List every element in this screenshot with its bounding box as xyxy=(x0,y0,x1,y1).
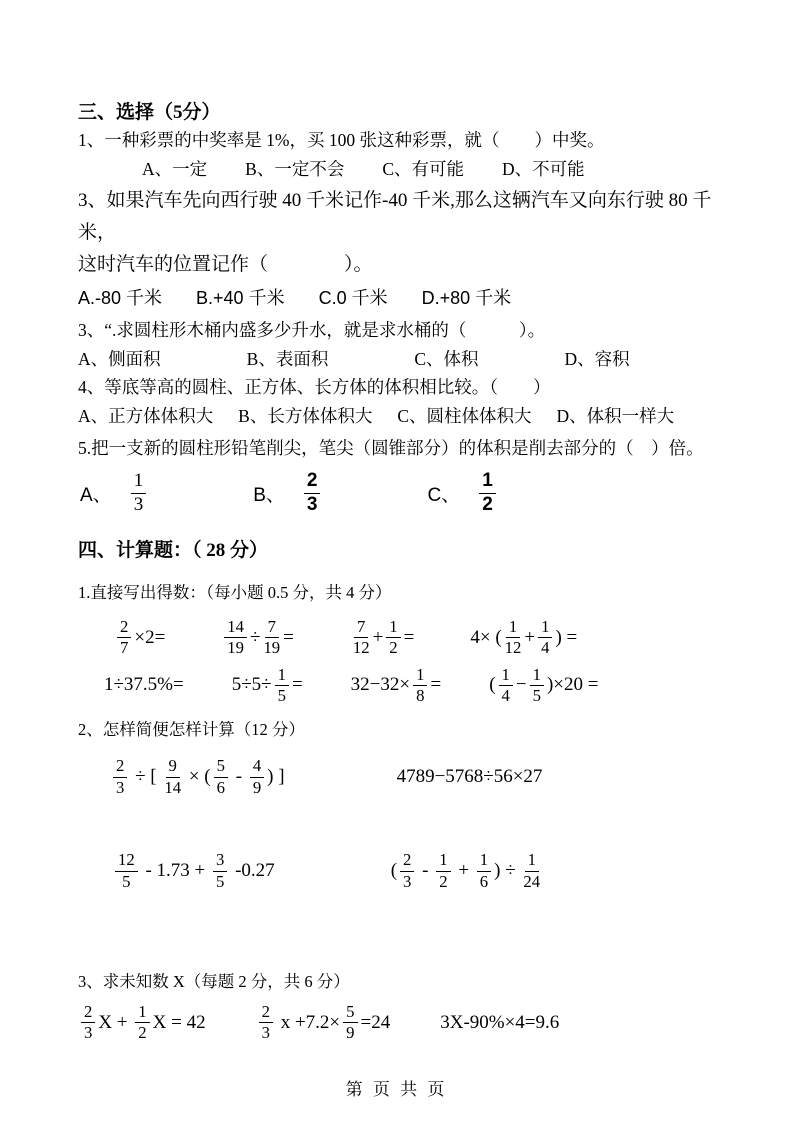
option-label: D.+80 千米 xyxy=(421,288,512,308)
calc-subsection-title: 3、求未知数 X（每题 2 分，共 6 分） xyxy=(78,971,350,991)
question xyxy=(78,434,723,516)
option-label: C、圆柱体体积大 xyxy=(397,406,532,426)
fraction-numerator: 1 xyxy=(436,851,450,871)
fraction-numerator: 14 xyxy=(224,618,247,638)
fraction-numerator: 1 xyxy=(538,618,552,638)
math-text: − xyxy=(515,674,527,696)
math-expression xyxy=(112,851,275,891)
math-text: - 1.73 + xyxy=(140,860,210,882)
fraction-denominator: 14 xyxy=(164,777,182,797)
fraction xyxy=(505,618,522,658)
fraction xyxy=(224,618,247,658)
fraction-denominator: 19 xyxy=(263,638,281,658)
fraction-denominator: 5 xyxy=(122,871,131,891)
fraction-denominator: 7 xyxy=(120,638,129,658)
fraction xyxy=(263,618,280,658)
option-label: D、不可能 xyxy=(502,159,585,179)
option-letter: A、 xyxy=(80,484,112,506)
fraction-denominator: 6 xyxy=(479,871,489,891)
option-label: D、体积一样大 xyxy=(556,406,675,426)
fraction xyxy=(400,851,414,891)
option-label: B、一定不会 xyxy=(245,159,345,179)
fraction-numerator: 5 xyxy=(214,757,228,777)
options-row xyxy=(78,284,723,312)
math-text: = xyxy=(403,626,415,648)
options-row xyxy=(78,155,723,183)
option-label xyxy=(80,471,149,516)
math-text: 4789−5768÷56×27 xyxy=(396,766,543,788)
fraction-numerator: 1 xyxy=(413,666,427,686)
fraction-numerator: 2 xyxy=(304,471,321,494)
math-text: 5÷5÷ xyxy=(231,674,272,696)
question-text: 4、等底等高的圆柱、正方体、长方体的体积相比较。（ ） xyxy=(78,377,551,397)
fraction-denominator: 12 xyxy=(504,638,522,658)
calc-subsection xyxy=(78,717,723,891)
fraction xyxy=(413,666,427,706)
math-expression xyxy=(440,1012,559,1034)
fraction xyxy=(353,618,370,658)
option-label: A、侧面积 xyxy=(78,349,161,369)
math-text: ) = xyxy=(555,626,578,648)
math-text: - xyxy=(417,860,434,882)
math-text: + xyxy=(372,626,384,648)
math-text: ( xyxy=(489,674,496,696)
fraction xyxy=(81,1003,95,1043)
question-text: 5.把一支新的圆柱形铅笔削尖，笔尖（圆锥部分）的体积是削去部分的（ ）倍。 xyxy=(78,438,704,458)
fraction-numerator: 2 xyxy=(117,618,131,638)
expression-row xyxy=(78,618,723,658)
fraction-numerator: 2 xyxy=(113,757,127,777)
question-text: 3、“.求圆柱形木桶内盛多少升水，就是求水桶的（ ）。 xyxy=(78,320,546,340)
fraction-denominator: 19 xyxy=(227,638,244,658)
fraction xyxy=(275,666,289,706)
options-row xyxy=(78,471,723,516)
fraction-numerator: 7 xyxy=(265,618,279,638)
math-expression xyxy=(351,666,442,706)
math-text: ÷ [ xyxy=(130,766,162,788)
math-expression xyxy=(78,1003,206,1043)
fraction-denominator: 4 xyxy=(501,685,510,705)
math-text: )×20 = xyxy=(546,674,599,696)
choice-section-heading: 三、选择（5分） xyxy=(78,102,221,123)
option-label xyxy=(427,471,498,516)
fraction-denominator: 3 xyxy=(306,493,318,515)
fraction xyxy=(259,1003,273,1043)
options-row xyxy=(78,345,723,373)
math-text: 32−32× xyxy=(350,674,411,696)
math-text: = xyxy=(291,674,303,696)
expression-row xyxy=(78,851,723,891)
math-text: ) ] xyxy=(267,766,285,788)
question-text: 这时汽车的位置记作（ ）。 xyxy=(78,254,373,275)
fraction-denominator: 9 xyxy=(252,777,262,797)
math-text: 3X-90%×4=9.6 xyxy=(440,1011,560,1033)
fraction-denominator: 3 xyxy=(84,1023,93,1043)
fraction-denominator: 9 xyxy=(346,1023,355,1043)
math-text: + xyxy=(453,860,474,882)
option-label: B、长方体体积大 xyxy=(238,406,373,426)
math-text: =24 xyxy=(360,1011,391,1033)
math-expression xyxy=(256,1003,391,1043)
fraction-numerator: 1 xyxy=(499,666,513,686)
fraction-numerator: 12 xyxy=(115,851,138,871)
fraction-numerator: 2 xyxy=(400,851,414,871)
question xyxy=(78,373,723,430)
fraction xyxy=(131,471,147,516)
fraction xyxy=(113,757,127,797)
fraction-numerator: 9 xyxy=(166,757,180,777)
fraction-numerator: 3 xyxy=(213,851,227,871)
math-text: 4× ( xyxy=(470,626,502,648)
fraction-denominator: 2 xyxy=(439,871,448,891)
fraction xyxy=(213,851,227,891)
question xyxy=(78,126,723,183)
choice-section xyxy=(78,100,723,516)
fraction-denominator: 24 xyxy=(523,871,541,891)
fraction-denominator: 12 xyxy=(352,638,370,658)
fraction-denominator: 3 xyxy=(403,871,412,891)
math-text: X = 42 xyxy=(152,1011,206,1033)
fraction-denominator: 2 xyxy=(389,638,398,658)
option-label: C.0 千米 xyxy=(318,288,388,308)
fraction-denominator: 5 xyxy=(532,685,541,705)
fraction-denominator: 8 xyxy=(416,685,425,705)
fraction xyxy=(477,851,491,891)
fraction xyxy=(115,851,138,891)
math-expression xyxy=(489,666,598,706)
option-letter: B、 xyxy=(253,484,285,506)
fraction-numerator: 1 xyxy=(275,666,289,686)
math-text: + xyxy=(524,626,536,648)
option-label: B、表面积 xyxy=(246,349,329,369)
math-text: x +7.2× xyxy=(275,1011,341,1033)
fraction-denominator: 4 xyxy=(541,638,550,658)
option-label: A、正方体体积大 xyxy=(78,406,214,426)
expression-row xyxy=(78,757,723,797)
option-label: A.-80 千米 xyxy=(78,288,163,308)
calc-subsection xyxy=(78,969,723,1043)
option-label: D、容积 xyxy=(564,349,630,369)
fraction-denominator: 3 xyxy=(116,777,125,797)
math-text: ×2= xyxy=(134,626,166,648)
calc-subsection-title: 2、怎样简便怎样计算（12 分） xyxy=(78,720,305,740)
question-text: 3、如果汽车先向西行驶 40 千米记作-40 千米,那么这辆汽车又向东行驶 80 千米， xyxy=(78,190,712,243)
fraction-numerator: 1 xyxy=(530,666,544,686)
fraction xyxy=(479,471,496,516)
math-text: = xyxy=(430,674,442,696)
math-expression xyxy=(397,766,543,788)
calc-section-heading: 四、计算题：（ 28 分） xyxy=(78,539,269,561)
fraction-numerator: 1 xyxy=(525,851,539,871)
fraction xyxy=(386,618,400,658)
option-label: C、有可能 xyxy=(382,159,465,179)
expression-row xyxy=(78,1003,723,1043)
fraction-numerator: 1 xyxy=(386,618,400,638)
fraction xyxy=(436,851,450,891)
options-row xyxy=(78,402,723,430)
math-text: ÷ xyxy=(250,626,261,648)
math-text: × ( xyxy=(184,766,211,788)
math-text: X + xyxy=(98,1011,133,1033)
fraction-numerator: 1 xyxy=(131,471,147,494)
fraction-numerator: 2 xyxy=(81,1003,95,1023)
option-letter: C、 xyxy=(427,484,461,506)
fraction-denominator: 5 xyxy=(277,685,286,705)
expression-row xyxy=(78,666,723,706)
fraction xyxy=(214,757,228,797)
math-expression xyxy=(110,757,285,797)
calc-section xyxy=(78,538,723,1043)
option-label: C、体积 xyxy=(414,349,479,369)
fraction-denominator: 3 xyxy=(261,1023,270,1043)
question xyxy=(78,185,723,312)
fraction-denominator: 3 xyxy=(133,493,144,515)
fraction xyxy=(523,851,540,891)
fraction xyxy=(343,1003,357,1043)
math-expression xyxy=(470,618,577,658)
math-text: -0.27 xyxy=(230,860,275,882)
fraction-numerator: 1 xyxy=(135,1003,149,1023)
math-text: 1÷37.5%= xyxy=(104,674,184,696)
fraction xyxy=(530,666,544,706)
fraction-denominator: 2 xyxy=(482,493,493,515)
math-expression xyxy=(104,674,184,696)
fraction-numerator: 1 xyxy=(506,618,520,638)
fraction-numerator: 7 xyxy=(354,618,368,638)
fraction xyxy=(135,1003,149,1043)
calc-subsections xyxy=(78,580,723,1043)
fraction xyxy=(499,666,513,706)
choice-questions xyxy=(78,126,723,516)
question xyxy=(78,316,723,373)
page-footer: 第 页 共 页 xyxy=(345,1080,448,1099)
calc-subsection-title: 1.直接写出得数：（每小题 0.5 分，共 4 分） xyxy=(78,582,392,602)
math-expression xyxy=(232,666,303,706)
math-text: = xyxy=(283,626,294,648)
math-expression xyxy=(391,851,543,891)
math-expression xyxy=(221,618,294,658)
fraction xyxy=(117,618,131,658)
math-expression xyxy=(350,618,415,658)
option-label: B.+40 千米 xyxy=(196,288,285,308)
math-text: ( xyxy=(390,860,398,882)
fraction-denominator: 6 xyxy=(216,777,225,797)
fraction-numerator: 1 xyxy=(477,851,491,871)
fraction-numerator: 2 xyxy=(259,1003,273,1023)
option-label: A、一定 xyxy=(142,159,208,179)
fraction xyxy=(304,471,321,516)
fraction-denominator: 5 xyxy=(216,871,225,891)
option-label xyxy=(253,471,323,516)
math-expression xyxy=(114,618,165,658)
fraction xyxy=(250,757,264,797)
calc-subsection xyxy=(78,580,723,706)
fraction-numerator: 1 xyxy=(479,471,496,494)
math-text: ) ÷ xyxy=(494,860,521,882)
fraction-numerator: 5 xyxy=(343,1003,357,1023)
fraction xyxy=(538,618,552,658)
math-text: - xyxy=(230,766,247,788)
fraction xyxy=(164,757,181,797)
question-text: 1、一种彩票的中奖率是 1%，买 100 张这种彩票，就（ ）中奖。 xyxy=(78,130,605,150)
fraction-denominator: 2 xyxy=(138,1023,147,1043)
fraction-numerator: 4 xyxy=(250,757,264,777)
